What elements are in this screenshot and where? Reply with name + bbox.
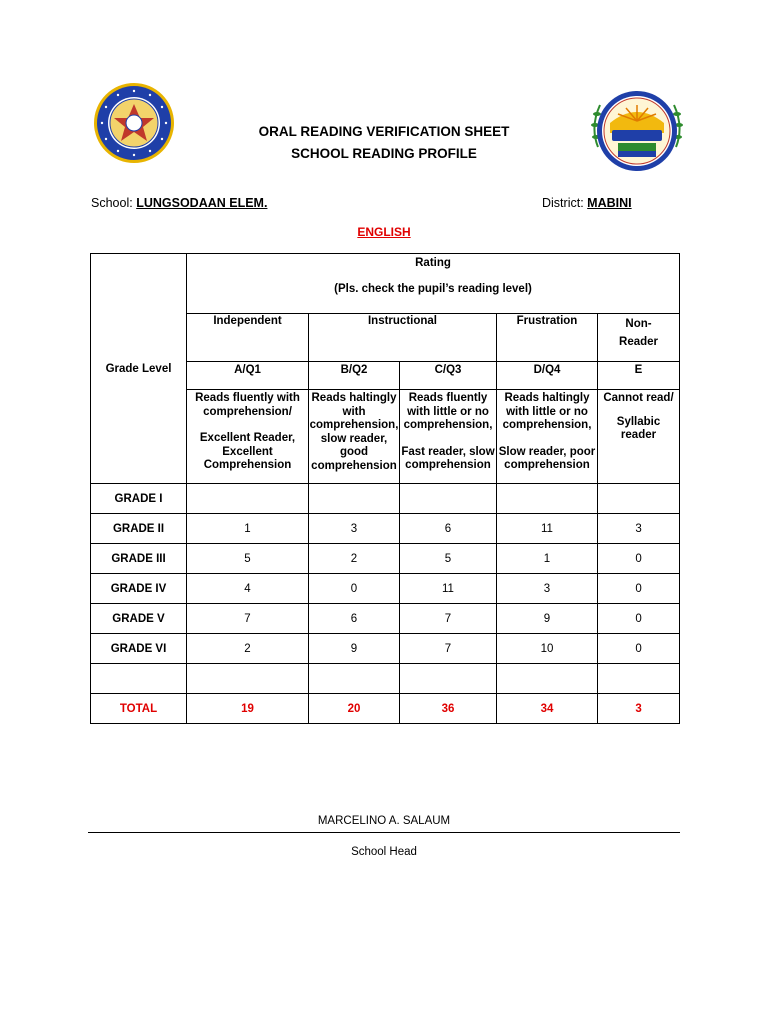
grade-label: GRADE III: [91, 544, 187, 574]
grade-label: GRADE I: [91, 484, 187, 514]
rating-header: [187, 254, 680, 314]
grade-label: GRADE V: [91, 604, 187, 634]
cell-value: 9: [309, 634, 400, 664]
cell-value: 1: [187, 514, 309, 544]
table-row: [91, 514, 680, 544]
cell-value: 0: [598, 574, 680, 604]
sheet-title: ORAL READING VERIFICATION SHEET: [258, 124, 510, 139]
cell-value: [598, 484, 680, 514]
cell-value: 11: [497, 514, 598, 544]
desc-c: Reads fluently with little or no comprehension, Fast reader, slow comprehension: [400, 390, 497, 484]
cell-value: 3: [598, 514, 680, 544]
total-value: 36: [400, 694, 497, 724]
table-row: [91, 574, 680, 604]
cell-value: 9: [497, 604, 598, 634]
cell-value: 0: [598, 544, 680, 574]
table-row: [91, 604, 680, 634]
total-value: 19: [187, 694, 309, 724]
signatory-role: School Head: [351, 846, 417, 858]
group-independent: Independent: [187, 314, 309, 362]
desc-d: Reads haltingly with little or no comprehension, Slow reader, poor comprehension: [497, 390, 598, 484]
desc-b: Reads haltingly with comprehension, slow reader, good comprehension: [309, 390, 400, 484]
table-row: [91, 634, 680, 664]
cell-value: [309, 484, 400, 514]
district-info: [542, 196, 632, 210]
cell-value: 1: [497, 544, 598, 574]
district-value: MABINI: [587, 196, 632, 210]
code-c: C/Q3: [400, 362, 497, 390]
total-row: [91, 694, 680, 724]
cell-value: 4: [187, 574, 309, 604]
grade-label: GRADE II: [91, 514, 187, 544]
code-e: E: [598, 362, 680, 390]
rating-note: (Pls. check the pupil’s reading level): [334, 283, 532, 295]
rating-title: Rating: [415, 257, 451, 269]
total-value: 20: [309, 694, 400, 724]
cell-value: [497, 484, 598, 514]
cell-value: 3: [497, 574, 598, 604]
cell-value: 6: [400, 514, 497, 544]
cell-value: 10: [497, 634, 598, 664]
district-label: District:: [542, 196, 584, 210]
total-value: 34: [497, 694, 598, 724]
grade-label: GRADE VI: [91, 634, 187, 664]
desc-a: Reads fluently with comprehension/ Excellent Reader, Excellent Comprehension: [187, 390, 309, 484]
cell-value: 7: [400, 604, 497, 634]
school-label: School:: [91, 196, 133, 210]
cell-value: 11: [400, 574, 497, 604]
empty-row: [91, 664, 680, 694]
table-row: [91, 484, 680, 514]
cell-value: 2: [187, 634, 309, 664]
subject-label: ENGLISH: [357, 225, 411, 239]
group-frustration: Frustration: [497, 314, 598, 362]
cell-value: 3: [309, 514, 400, 544]
total-label: TOTAL: [91, 694, 187, 724]
cell-value: 5: [400, 544, 497, 574]
signatory-name: MARCELINO A. SALAUM: [317, 815, 451, 827]
reading-profile-table: [90, 253, 680, 724]
group-instructional: Instructional: [309, 314, 497, 362]
table-row: [91, 544, 680, 574]
cell-value: [187, 484, 309, 514]
sheet-subtitle: SCHOOL READING PROFILE: [291, 146, 477, 161]
school-info: [91, 196, 267, 210]
cell-value: [400, 484, 497, 514]
cell-value: 0: [598, 634, 680, 664]
code-a: A/Q1: [187, 362, 309, 390]
group-non-reader: Non- Reader: [598, 314, 680, 362]
cell-value: 0: [309, 574, 400, 604]
code-d: D/Q4: [497, 362, 598, 390]
desc-e: Cannot read/ Syllabic reader: [598, 390, 680, 484]
total-value: 3: [598, 694, 680, 724]
cell-value: 7: [400, 634, 497, 664]
cell-value: 6: [309, 604, 400, 634]
cell-value: 5: [187, 544, 309, 574]
cell-value: 0: [598, 604, 680, 634]
school-value: LUNGSODAAN ELEM.: [136, 196, 268, 210]
grade-label: GRADE IV: [91, 574, 187, 604]
code-b: B/Q2: [309, 362, 400, 390]
signature-line: [88, 832, 680, 833]
cell-value: 7: [187, 604, 309, 634]
cell-value: 2: [309, 544, 400, 574]
grade-level-header: Grade Level: [91, 254, 187, 484]
